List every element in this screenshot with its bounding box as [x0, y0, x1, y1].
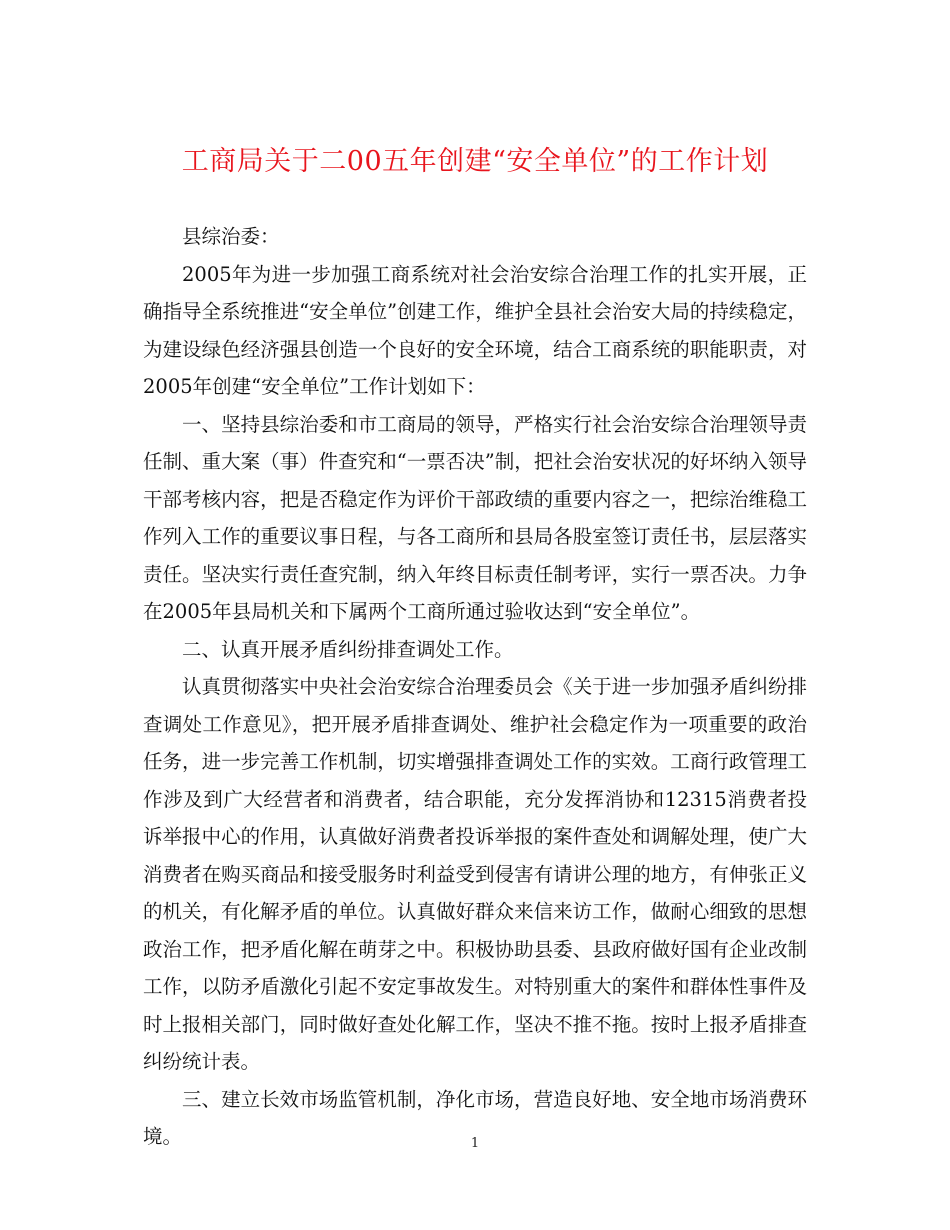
document-body	[143, 218, 807, 1156]
section-two-paragraph: 认真贯彻落实中央社会治安综合治理委员会《关于进一步加强矛盾纠纷排查调处工作意见》，把开展矛盾排查调处、维护社会稳定作为一项重要的政治任务，进一步完善工作机制，切实增强排查调处工作的实效。工商行政管理工作涉及到广大经营者和消费者，结合职能，充分发挥消协和12315消费者投诉举报中心的作用，认真做好消费者投诉举报的案件查处和调解处理，使广大消费者在购买商品和接受服务时利益受到侵害有请讲公理的地方，有伸张正义的机关，有化解矛盾的单位。认真做好群众来信来访工作，做耐心细致的思想政治工作，把矛盾化解在萌芽之中。积极协助县委、县政府做好国有企业改制工作，以防矛盾激化引起不安定事故发生。对特别重大的案件和群体性事件及时上报相关部门，同时做好查处化解工作，坚决不推不拖。按时上报矛盾排查纠纷统计表。	[143, 675, 807, 1073]
section-two-heading: 二、认真开展矛盾纠纷排查调处工作。	[182, 637, 514, 661]
document-title: 工商局关于二00五年创建“安全单位”的工作计划	[181, 146, 769, 177]
intro-paragraph: 2005年为进一步加强工商系统对社会治安综合治理工作的扎实开展，正确指导全系统推进“安全单位”创建工作，维护全县社会治安大局的持续稳定，为建设绿色经济强县创造一个良好的安全环境，结合工商系统的职能职责，对2005年创建“安全单位”工作计划如下：	[143, 262, 807, 398]
section-one-paragraph: 一、坚持县综治委和市工商局的领导，严格实行社会治安综合治理领导责任制、重大案（事）件查究和“一票否决”制，把社会治安状况的好坏纳入领导干部考核内容，把是否稳定作为评价干部政绩的重要内容之一，把综治维稳工作列入工作的重要议事日程，与各工商所和县局各股室签订责任书，层层落实责任。坚决实行责任查究制，纳入年终目标责任制考评，实行一票否决。力争在2005年县局机关和下属两个工商所通过验收达到“安全单位”。	[143, 412, 807, 623]
salutation-paragraph: 县综治委：	[182, 225, 280, 248]
section-three-heading: 三、建立长效市场监管机制，净化市场，营造良好地、安全地市场消费环境。	[143, 1087, 807, 1148]
page-number: 1	[470, 1136, 480, 1151]
